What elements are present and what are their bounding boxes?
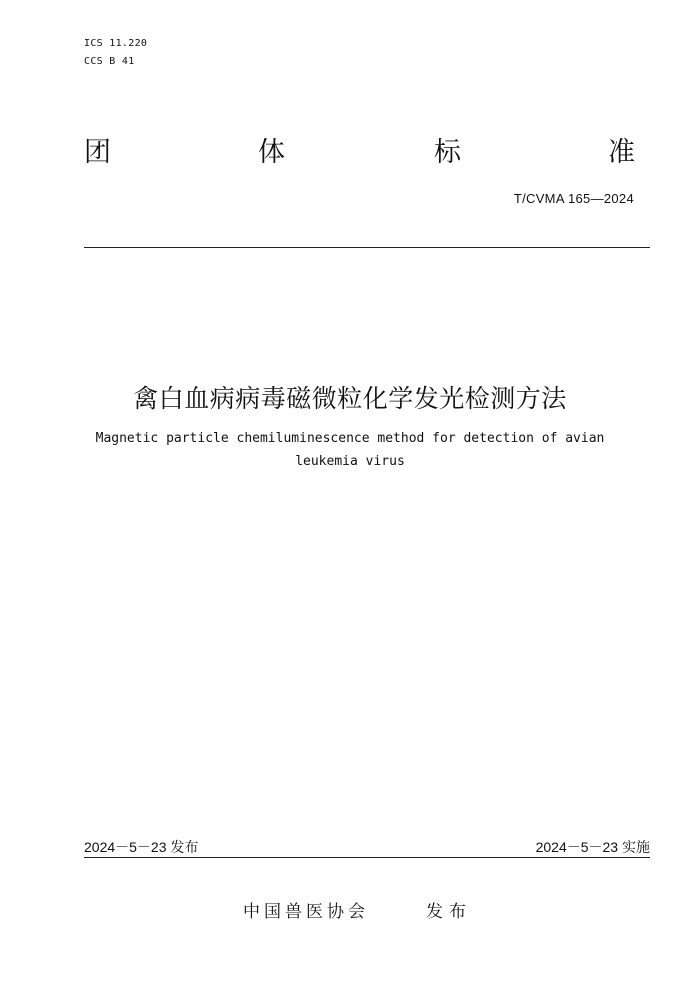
issue-date: 2024－5－23 发布 — [84, 839, 199, 855]
standard-type-char-4: 准 — [608, 137, 635, 168]
top-divider — [84, 247, 650, 248]
title-english-line-2: leukemia virus — [295, 454, 405, 469]
ics-code: ICS 11.220 — [84, 38, 148, 49]
ccs-code: CCS B 41 — [84, 56, 135, 67]
title-english-line-1: Magnetic particle chemiluminescence method for detection of avian — [95, 431, 605, 446]
bottom-divider — [84, 857, 650, 858]
publish-label: 发布 — [426, 902, 472, 922]
standard-type-char-3: 标 — [434, 137, 461, 168]
implementation-date: 2024－5－23 实施 — [535, 839, 650, 855]
standard-number: T/CVMA 165—2024 — [513, 191, 634, 206]
publisher-name: 中国兽医协会 — [243, 902, 369, 922]
standard-type-char-2: 体 — [258, 137, 285, 168]
standard-type-char-1: 团 — [84, 137, 111, 168]
title-chinese: 禽白血病病毒磁微粒化学发光检测方法 — [133, 384, 567, 413]
